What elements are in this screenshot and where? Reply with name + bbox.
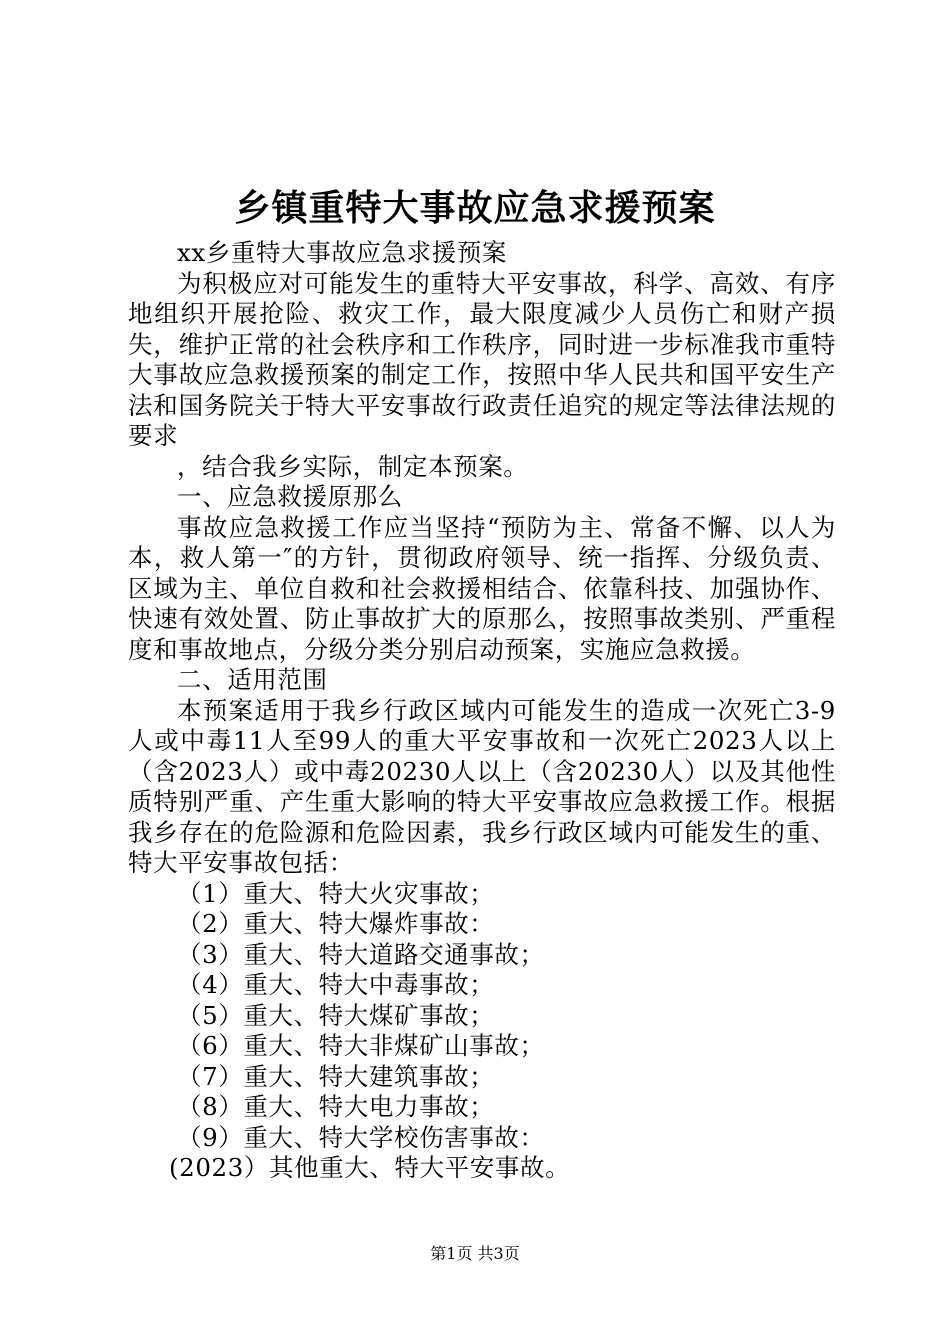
principles-paragraph: 事故应急救援工作应当坚持“预防为主、常备不懈、以人为本，救人第一″的方针，贯彻政府领导、统一指挥、分级负责、区域为主、单位自救和社会救援相结合、依靠科技、加强协作、快速有效处置、防止事故扩大的原那么，按照事故类别、严重程度和事故地点，分级分类分别启动预案，实施应急救援。 xyxy=(128,512,836,664)
list-item: （6）重大、特大非煤矿山事故； xyxy=(177,1031,545,1060)
intro-paragraph: 为积极应对可能发生的重特大平安事故，科学、高效、有序地组织开展抢险、救灾工作，最大限度减少人员伤亡和财产损失，维护正常的社会秩序和工作秩序，同时进一步标准我市重特大事故应急救援预案的制定工作，按照中华人民共和国平安生产法和国务院关于特大平安事故行政责任追究的规定等法律法规的要求 xyxy=(128,268,836,450)
list-item: （4）重大、特大中毒事故； xyxy=(177,970,495,999)
list-item: （2）重大、特大爆炸事故： xyxy=(177,909,495,938)
document-title: 乡镇重特大事故应急求援预案 xyxy=(234,187,716,229)
list-item: （5）重大、特大煤矿事故； xyxy=(177,1000,495,1030)
scope-paragraph: 本预案适用于我乡行政区域内可能发生的造成一次死亡3-9人或中毒11人至99人的重大平安事故和一次死亡2023人以上（含2023人）或中毒20230人以上（含20230人）以及其他性质特别严重、产生重大影响的特大平安事故应急救援工作。根据我乡存在的危险源和危险因素，我乡行政区域内可能发生的重、特大平安事故包括： xyxy=(128,695,836,877)
list-item: （7）重大、特大建筑事故； xyxy=(177,1061,495,1091)
page-number-footer: 第1页 共3页 xyxy=(430,1244,520,1263)
list-item: （8）重大、特大电力事故； xyxy=(177,1092,495,1121)
list-item: （1）重大、特大火灾事故； xyxy=(177,878,495,908)
list-item: (2023）其他重大、特大平安事故。 xyxy=(169,1153,571,1182)
subtitle-paragraph: xx乡重特大事故应急求援预案 xyxy=(177,238,508,267)
intro-continuation-paragraph: ，结合我乡实际，制定本预案。 xyxy=(177,451,529,481)
document-body xyxy=(128,238,836,1184)
section-heading-scope: 二、适用范围 xyxy=(177,665,328,694)
list-item: （3）重大、特大道路交通事故； xyxy=(177,939,545,969)
list-item: （9）重大、特大学校伤害事故： xyxy=(177,1122,545,1152)
section-heading-principles: 一、应急救援原那么 xyxy=(177,482,403,511)
